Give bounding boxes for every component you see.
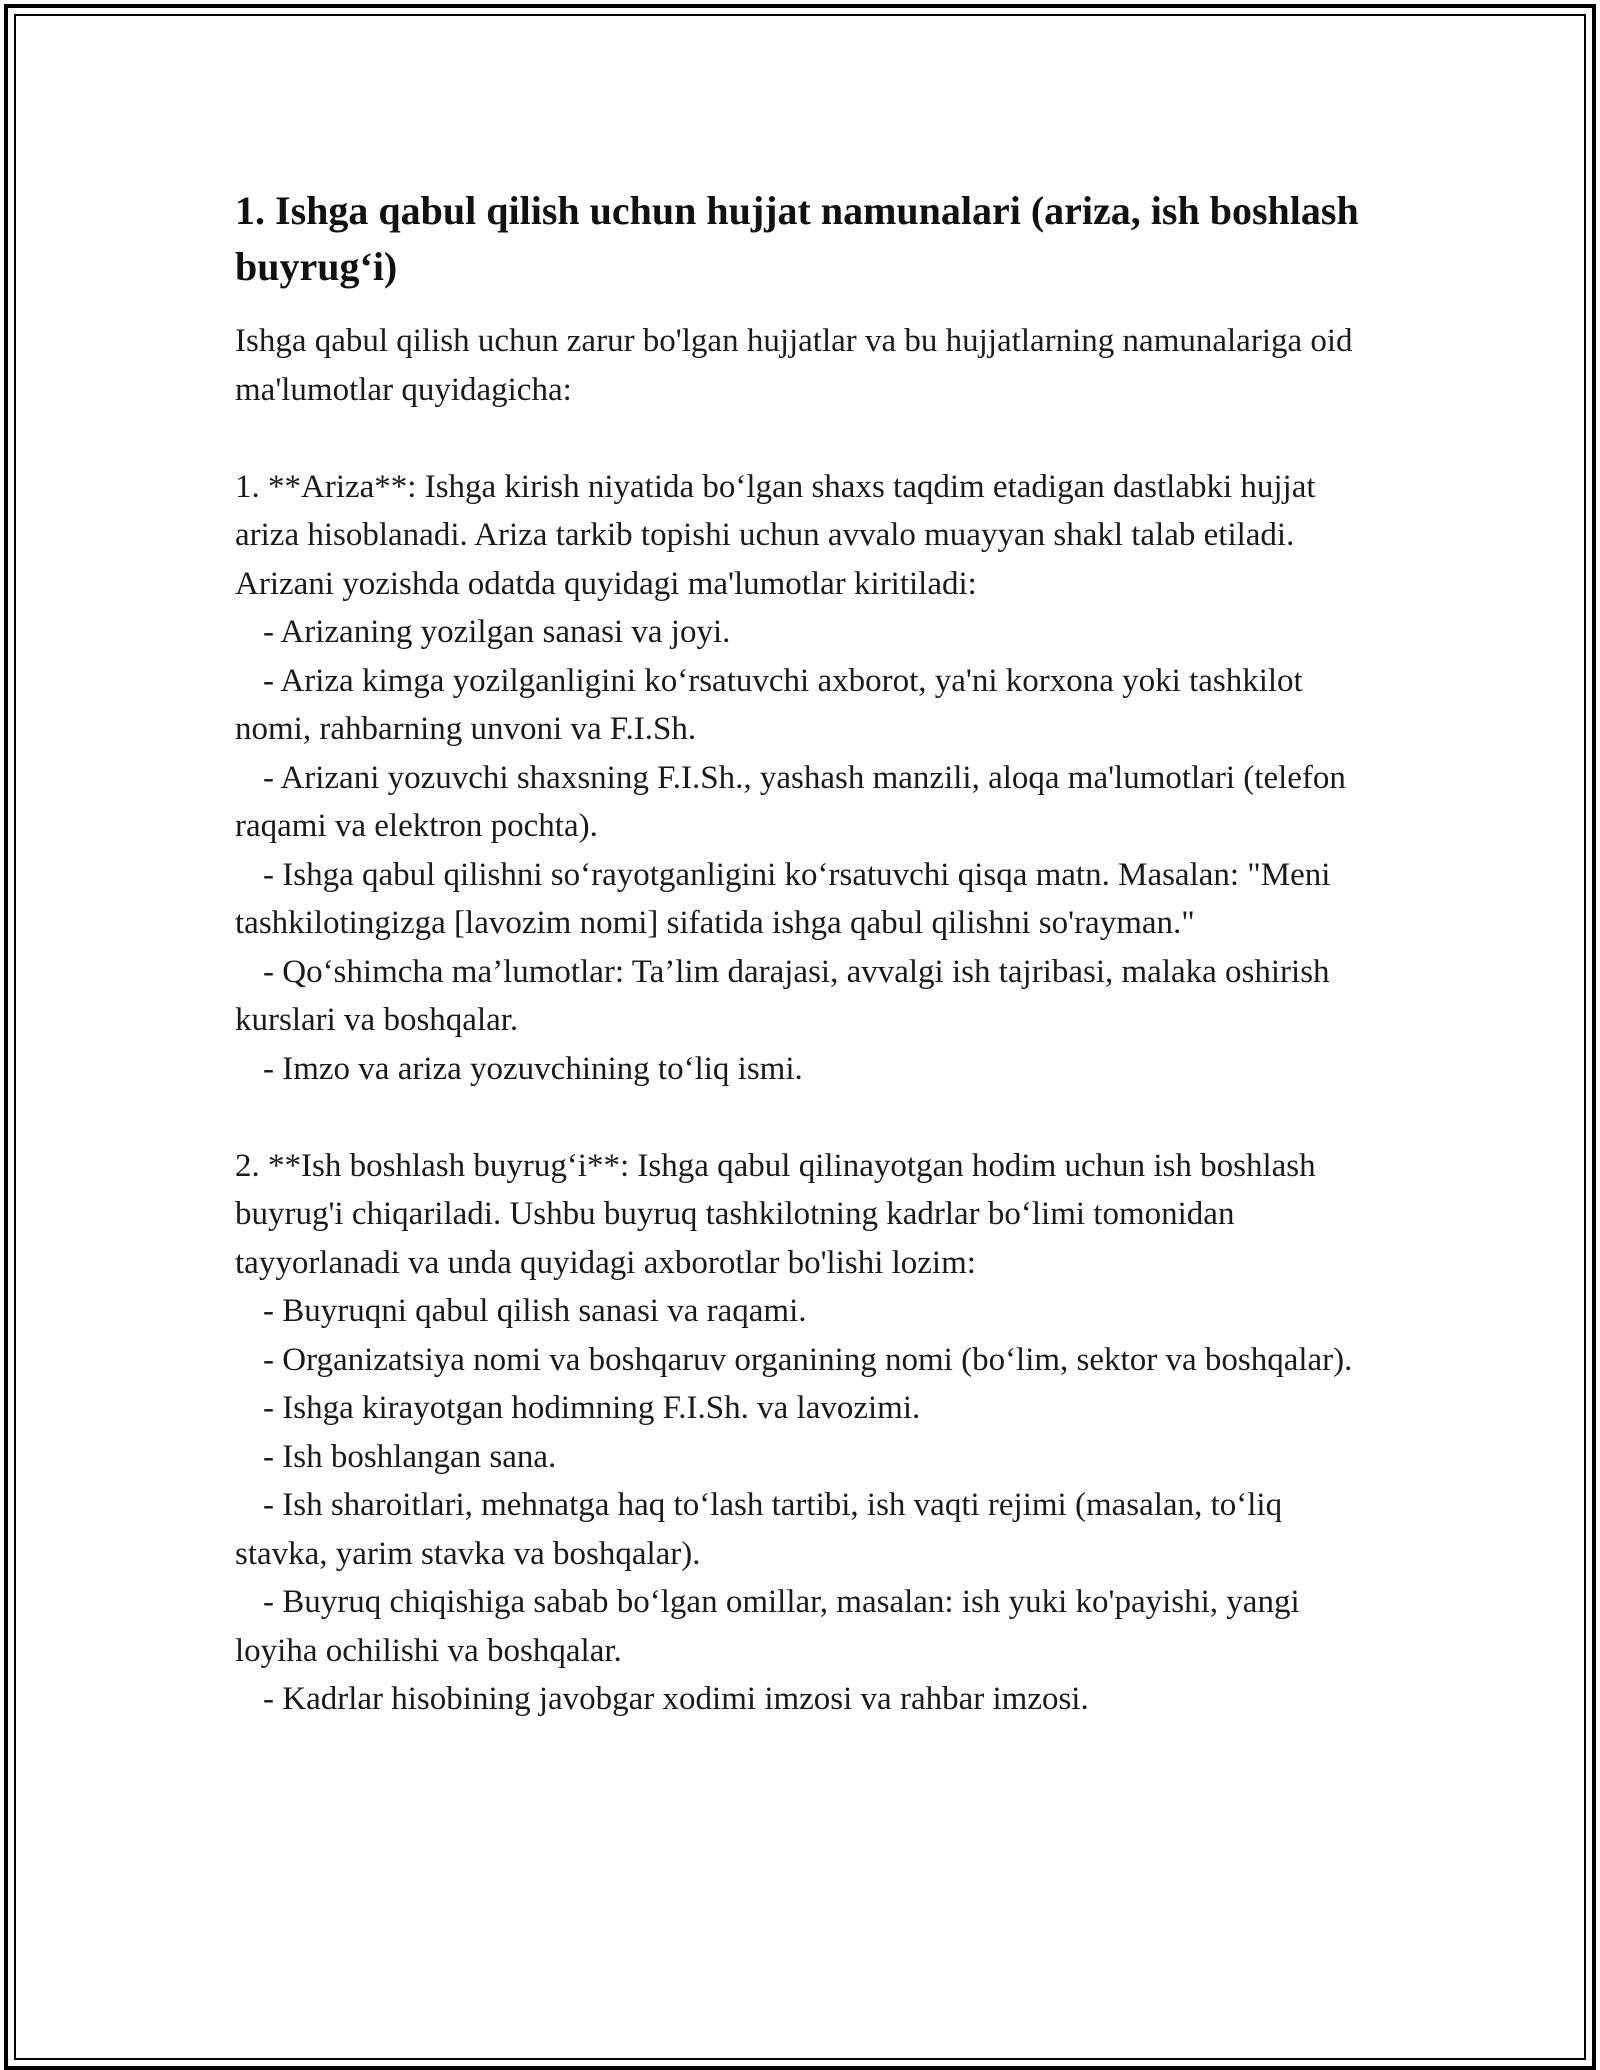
list-item: - Ishga qabul qilishni so‘rayotganligini ko‘rsatuvchi qisqa matn. Masalan: "Meni tashkilotingizga [lavozim nomi] sifatida ishga qabul qilishni so'rayman." <box>235 856 1331 941</box>
list-item: - Ish boshlangan sana. <box>263 1438 557 1475</box>
document-title: 1. Ishga qabul qilish uchun hujjat namunalari (ariza, ish boshlash buyrug‘i) <box>235 188 1359 289</box>
list-item: - Buyruqni qabul qilish sanasi va raqami. <box>263 1293 807 1329</box>
list-item: - Ish sharoitlari, mehnatga haq to‘lash tartibi, ish vaqti rejimi (masalan, to‘liq stavka, yarim stavka va boshqalar). <box>235 1487 1283 1572</box>
section-lead: 2. **Ish boshlash buyrug‘i**: Ishga qabul qilinayotgan hodim uchun ish boshlash buyrug'i chiqariladi. Ushbu buyruq tashkilotning kadrlar bo‘limi tomonidan tayyorlanadi va unda quyidagi axborotlar bo'lishi lozim: <box>235 1147 1316 1281</box>
list-item: - Imzo va ariza yozuvchining to‘liq ismi. <box>263 1050 803 1087</box>
list-item: - Arizaning yozilgan sanasi va joyi. <box>263 614 731 650</box>
list-item: - Kadrlar hisobining javobgar xodimi imzosi va rahbar imzosi. <box>263 1681 1089 1717</box>
document-body <box>235 183 1370 1724</box>
list-item: - Qo‘shimcha ma’lumotlar: Ta’lim darajasi, avvalgi ish tajribasi, malaka oshirish kurslari va boshqalar. <box>235 953 1330 1038</box>
paragraph-gap <box>235 1093 1370 1142</box>
intro-paragraph: Ishga qabul qilish uchun zarur bo'lgan hujjatlar va bu hujjatlarning namunalariga oid ma'lumotlar quyidagicha: <box>235 323 1353 408</box>
paragraph-gap <box>235 414 1370 463</box>
list-item: - Organizatsiya nomi va boshqaruv organining nomi (bo‘lim, sektor va boshqalar). <box>263 1341 1353 1378</box>
list-item: - Ishga kirayotgan hodimning F.I.Sh. va lavozimi. <box>263 1390 921 1426</box>
section-ish-boshlash-buyrugi <box>235 1142 1370 1724</box>
list-item: - Ariza kimga yozilganligini ko‘rsatuvchi axborot, ya'ni korxona yoki tashkilot nomi, rahbarning unvoni va F.I.Sh. <box>235 662 1303 747</box>
section-ariza <box>235 463 1370 1094</box>
section-lead: 1. **Ariza**: Ishga kirish niyatida bo‘lgan shaxs taqdim etadigan dastlabki hujjat ariza hisoblanadi. Ariza tarkib topishi uchun avvalo muayyan shakl talab etiladi. Arizani yozishda odatda quyidagi ma'lumotlar kiritiladi: <box>235 468 1316 602</box>
list-item: - Arizani yozuvchi shaxsning F.I.Sh., yashash manzili, aloqa ma'lumotlari (telefon raqami va elektron pochta). <box>235 759 1346 844</box>
list-item: - Buyruq chiqishiga sabab bo‘lgan omillar, masalan: ish yuki ko'payishi, yangi loyiha ochilishi va boshqalar. <box>235 1584 1300 1669</box>
